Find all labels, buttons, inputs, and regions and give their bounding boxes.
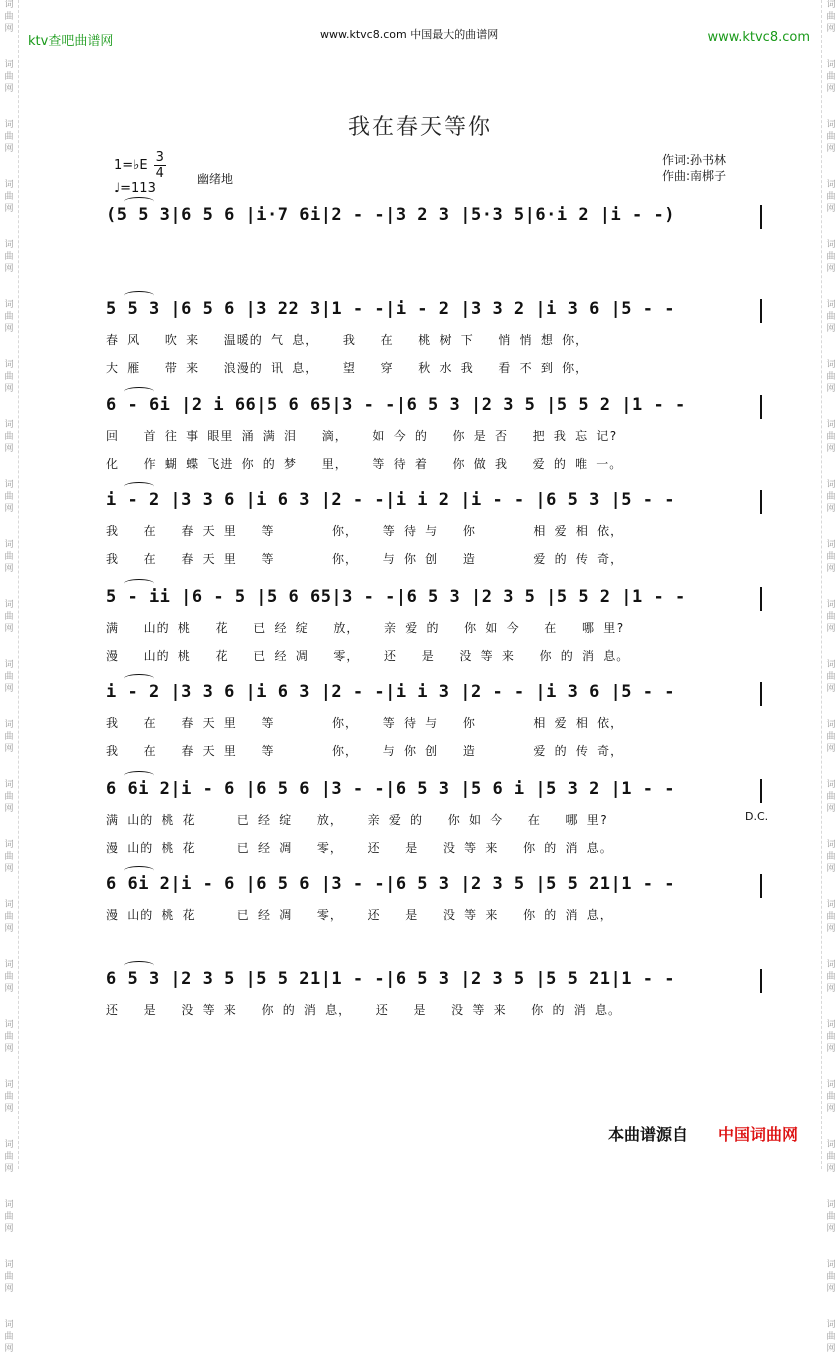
right-watermark-strip xyxy=(821,0,840,1354)
slur-mark xyxy=(124,579,154,588)
watermark-char: 曲 xyxy=(4,852,14,862)
watermark-char: 词 xyxy=(4,0,14,10)
notation-line: (5 5 3|6 5 6 |i·7 6i|2 - -|3 2 3 |5·3 5|6·i 2 |i - -) xyxy=(106,205,675,225)
lyric-line-2: 化 作 蝴 蝶 飞进 你 的 梦 里， 等 待 着 你 做 我 爱 的 唯 一。 xyxy=(106,457,623,471)
watermark-char: 词 xyxy=(826,1200,836,1210)
end-barline xyxy=(760,490,762,514)
watermark-char: 曲 xyxy=(4,492,14,502)
slur-mark xyxy=(124,771,154,780)
watermark-char: 网 xyxy=(4,444,14,454)
notation-line: i - 2 |3 3 6 |i 6 3 |2 - -|i i 3 |2 - - |i 3 6 |5 - - xyxy=(106,682,675,702)
watermark-char: 曲 xyxy=(826,1332,836,1342)
watermark-char: 网 xyxy=(4,1224,14,1234)
lyric-line-1: 我 在 春 天 里 等 你， 等 待 与 你 相 爱 相 依， xyxy=(106,716,624,730)
watermark-char: 网 xyxy=(4,24,14,34)
watermark-char: 词 xyxy=(4,180,14,190)
tempo-mark: ♩=113 xyxy=(114,181,156,196)
watermark-char: 曲 xyxy=(4,552,14,562)
time-sig-numerator: 3 xyxy=(155,150,164,165)
watermark-char: 网 xyxy=(826,84,836,94)
watermark-char: 网 xyxy=(826,264,836,274)
watermark-char: 网 xyxy=(4,864,14,874)
watermark-char: 曲 xyxy=(4,12,14,22)
key-prefix: 1= xyxy=(114,158,134,173)
watermark-char: 网 xyxy=(4,624,14,634)
notation-line: i - 2 |3 3 6 |i 6 3 |2 - -|i i 2 |i - - |6 5 3 |5 - - xyxy=(106,490,675,510)
watermark-char: 曲 xyxy=(4,612,14,622)
watermark-char: 网 xyxy=(4,984,14,994)
end-barline xyxy=(760,874,762,898)
watermark-char: 词 xyxy=(4,1200,14,1210)
end-barline xyxy=(760,587,762,611)
watermark-char: 曲 xyxy=(4,1272,14,1282)
watermark-char: 网 xyxy=(4,924,14,934)
time-sig-denominator: 4 xyxy=(155,166,164,181)
watermark-char: 曲 xyxy=(826,672,836,682)
slur-mark xyxy=(124,482,154,491)
watermark-char: 词 xyxy=(826,240,836,250)
watermark-char: 曲 xyxy=(4,912,14,922)
watermark-char: 词 xyxy=(826,180,836,190)
watermark-char: 词 xyxy=(4,1320,14,1330)
song-title: 我在春天等你 xyxy=(347,115,492,140)
left-watermark-strip xyxy=(0,0,19,1354)
header-left-site[interactable]: ktv查吧曲谱网 xyxy=(28,34,114,49)
watermark-char: 曲 xyxy=(4,1032,14,1042)
watermark-char: 词 xyxy=(4,540,14,550)
notation-line: 5 5 3 |6 5 6 |3 22 3|1 - -|i - 2 |3 3 2 |i 3 6 |5 - - xyxy=(106,299,675,319)
lyric-line-1: 满 山的 桃 花 已 经 绽 放， 亲 爱 的 你 如 今 在 哪 里? xyxy=(106,813,608,827)
watermark-char: 词 xyxy=(4,1080,14,1090)
watermark-char: 词 xyxy=(4,840,14,850)
watermark-char: 曲 xyxy=(4,1092,14,1102)
watermark-char: 曲 xyxy=(826,1032,836,1042)
watermark-char: 网 xyxy=(826,504,836,514)
watermark-char: 网 xyxy=(4,144,14,154)
watermark-char: 网 xyxy=(4,384,14,394)
watermark-char: 网 xyxy=(826,1104,836,1114)
watermark-char: 词 xyxy=(826,1260,836,1270)
watermark-char: 词 xyxy=(4,600,14,610)
key-flat: ♭ xyxy=(133,158,140,173)
lyricist: 作词:孙书林 xyxy=(662,153,727,167)
watermark-char: 词 xyxy=(4,720,14,730)
watermark-char: 曲 xyxy=(4,192,14,202)
watermark-char: 词 xyxy=(826,1320,836,1330)
watermark-char: 词 xyxy=(826,600,836,610)
header-center-site[interactable]: www.ktvc8.com 中国最大的曲谱网 xyxy=(320,28,499,41)
watermark-char: 网 xyxy=(4,804,14,814)
watermark-char: 网 xyxy=(826,684,836,694)
watermark-char: 网 xyxy=(826,744,836,754)
time-signature xyxy=(154,150,166,181)
slur-mark xyxy=(124,291,154,300)
watermark-char: 词 xyxy=(826,540,836,550)
watermark-char: 词 xyxy=(4,60,14,70)
watermark-char: 网 xyxy=(826,924,836,934)
watermark-char: 词 xyxy=(4,120,14,130)
watermark-char: 词 xyxy=(4,240,14,250)
watermark-char: 词 xyxy=(826,780,836,790)
composer: 作曲:南梆子 xyxy=(662,169,727,183)
notation-line: 5 - ii |6 - 5 |5 6 65|3 - -|6 5 3 |2 3 5 |5 5 2 |1 - - xyxy=(106,587,686,607)
watermark-char: 网 xyxy=(826,1224,836,1234)
lyric-line-1: 还 是 没 等 来 你 的 消 息， 还 是 没 等 来 你 的 消 息。 xyxy=(106,1003,621,1017)
watermark-char: 词 xyxy=(4,300,14,310)
key-note: E xyxy=(139,158,148,173)
watermark-char: 曲 xyxy=(826,1152,836,1162)
watermark-char: 曲 xyxy=(4,1212,14,1222)
watermark-char: 网 xyxy=(826,1344,836,1354)
watermark-char: 曲 xyxy=(826,852,836,862)
footer-site-link[interactable]: 中国词曲网 xyxy=(718,1125,799,1144)
watermark-char: 曲 xyxy=(4,672,14,682)
lyric-line-1: 我 在 春 天 里 等 你， 等 待 与 你 相 爱 相 依， xyxy=(106,524,624,538)
credits xyxy=(662,152,726,184)
watermark-char: 词 xyxy=(4,420,14,430)
watermark-char: 词 xyxy=(4,780,14,790)
lyric-line-1: 满 山的 桃 花 已 经 绽 放， 亲 爱 的 你 如 今 在 哪 里? xyxy=(106,621,625,635)
watermark-char: 网 xyxy=(826,324,836,334)
watermark-char: 词 xyxy=(826,900,836,910)
watermark-char: 词 xyxy=(826,120,836,130)
header-right-site[interactable]: www.ktvc8.com xyxy=(707,30,810,45)
watermark-char: 曲 xyxy=(826,132,836,142)
watermark-char: 曲 xyxy=(826,792,836,802)
watermark-char: 曲 xyxy=(826,552,836,562)
watermark-char: 词 xyxy=(826,480,836,490)
watermark-char: 曲 xyxy=(826,192,836,202)
watermark-char: 网 xyxy=(826,564,836,574)
watermark-char: 曲 xyxy=(4,732,14,742)
watermark-char: 词 xyxy=(4,900,14,910)
lyric-line-2: 我 在 春 天 里 等 你， 与 你 创 造 爱 的 传 奇， xyxy=(106,552,624,566)
watermark-char: 词 xyxy=(4,1260,14,1270)
end-barline xyxy=(760,969,762,993)
watermark-char: 曲 xyxy=(826,492,836,502)
end-barline xyxy=(760,779,762,803)
slur-mark xyxy=(124,197,154,206)
end-barline xyxy=(760,205,762,229)
watermark-char: 曲 xyxy=(4,972,14,982)
lyric-line-1: 漫 山的 桃 花 已 经 凋 零， 还 是 没 等 来 你 的 消 息， xyxy=(106,908,613,922)
watermark-char: 网 xyxy=(4,1164,14,1174)
key-signature xyxy=(114,150,166,181)
slur-mark xyxy=(124,866,154,875)
watermark-char: 网 xyxy=(826,864,836,874)
watermark-char: 曲 xyxy=(4,132,14,142)
watermark-char: 词 xyxy=(826,720,836,730)
watermark-char: 词 xyxy=(826,660,836,670)
watermark-char: 网 xyxy=(4,1044,14,1054)
slur-mark xyxy=(124,961,154,970)
watermark-char: 网 xyxy=(4,744,14,754)
slur-mark xyxy=(124,387,154,396)
watermark-char: 词 xyxy=(4,1140,14,1150)
watermark-char: 网 xyxy=(826,1284,836,1294)
watermark-char: 词 xyxy=(826,360,836,370)
watermark-char: 网 xyxy=(826,1164,836,1174)
watermark-char: 曲 xyxy=(826,372,836,382)
watermark-char: 网 xyxy=(826,384,836,394)
dc-mark: D.C. xyxy=(745,810,769,823)
watermark-char: 网 xyxy=(826,804,836,814)
expression-mark: 幽绪地 xyxy=(197,172,234,186)
watermark-char: 网 xyxy=(4,504,14,514)
watermark-char: 网 xyxy=(4,1344,14,1354)
watermark-char: 网 xyxy=(4,1104,14,1114)
watermark-char: 曲 xyxy=(4,72,14,82)
watermark-char: 曲 xyxy=(826,972,836,982)
watermark-char: 曲 xyxy=(826,1272,836,1282)
watermark-char: 网 xyxy=(826,984,836,994)
watermark-char: 网 xyxy=(4,1284,14,1294)
watermark-char: 网 xyxy=(826,204,836,214)
lyric-line-1: 回 首 往 事 眼里 涌 满 泪 滴， 如 今 的 你 是 否 把 我 忘 记? xyxy=(106,429,618,443)
lyric-line-1: 春 风 吹 来 温暖的 气 息， 我 在 桃 树 下 悄 悄 想 你， xyxy=(106,333,589,347)
watermark-char: 词 xyxy=(826,840,836,850)
watermark-char: 词 xyxy=(826,60,836,70)
watermark-char: 网 xyxy=(4,684,14,694)
watermark-char: 网 xyxy=(826,444,836,454)
notation-line: 6 6i 2|i - 6 |6 5 6 |3 - -|6 5 3 |2 3 5 |5 5 21|1 - - xyxy=(106,874,675,894)
lyric-line-2: 大 雁 带 来 浪漫的 讯 息， 望 穿 秋 水 我 看 不 到 你， xyxy=(106,361,589,375)
footer-source-label: 本曲谱源自 xyxy=(608,1125,689,1144)
watermark-char: 词 xyxy=(826,1020,836,1030)
watermark-char: 曲 xyxy=(4,252,14,262)
slur-mark xyxy=(124,674,154,683)
watermark-char: 网 xyxy=(4,204,14,214)
notation-line: 6 5 3 |2 3 5 |5 5 21|1 - -|6 5 3 |2 3 5 |5 5 21|1 - - xyxy=(106,969,675,989)
watermark-char: 词 xyxy=(826,300,836,310)
watermark-char: 曲 xyxy=(4,792,14,802)
lyric-line-2: 我 在 春 天 里 等 你， 与 你 创 造 爱 的 传 奇， xyxy=(106,744,624,758)
watermark-char: 词 xyxy=(826,420,836,430)
watermark-char: 曲 xyxy=(826,912,836,922)
watermark-char: 网 xyxy=(826,1044,836,1054)
watermark-char: 网 xyxy=(826,24,836,34)
end-barline xyxy=(760,682,762,706)
watermark-char: 词 xyxy=(4,1020,14,1030)
end-barline xyxy=(760,299,762,323)
watermark-char: 网 xyxy=(826,624,836,634)
lyric-line-2: 漫 山的 桃 花 已 经 凋 零， 还 是 没 等 来 你 的 消 息。 xyxy=(106,649,630,663)
notation-line: 6 6i 2|i - 6 |6 5 6 |3 - -|6 5 3 |5 6 i |5 3 2 |1 - - xyxy=(106,779,675,799)
watermark-char: 曲 xyxy=(4,312,14,322)
watermark-char: 网 xyxy=(4,564,14,574)
watermark-char: 曲 xyxy=(4,1152,14,1162)
watermark-char: 词 xyxy=(826,1080,836,1090)
watermark-char: 曲 xyxy=(826,72,836,82)
watermark-char: 曲 xyxy=(4,432,14,442)
watermark-char: 词 xyxy=(826,1140,836,1150)
watermark-char: 词 xyxy=(4,360,14,370)
watermark-char: 词 xyxy=(4,960,14,970)
watermark-char: 网 xyxy=(826,144,836,154)
watermark-char: 词 xyxy=(4,480,14,490)
watermark-char: 曲 xyxy=(826,1092,836,1102)
watermark-char: 词 xyxy=(826,0,836,10)
watermark-char: 网 xyxy=(4,324,14,334)
watermark-char: 网 xyxy=(4,264,14,274)
notation-line: 6 - 6i |2 i 66|5 6 65|3 - -|6 5 3 |2 3 5 |5 5 2 |1 - - xyxy=(106,395,686,415)
lyric-line-2: 漫 山的 桃 花 已 经 凋 零， 还 是 没 等 来 你 的 消 息。 xyxy=(106,841,613,855)
watermark-char: 曲 xyxy=(826,432,836,442)
watermark-char: 词 xyxy=(4,660,14,670)
watermark-char: 曲 xyxy=(4,372,14,382)
watermark-char: 曲 xyxy=(826,732,836,742)
watermark-char: 曲 xyxy=(826,252,836,262)
watermark-char: 曲 xyxy=(826,12,836,22)
watermark-char: 曲 xyxy=(4,1332,14,1342)
watermark-char: 网 xyxy=(4,84,14,94)
watermark-char: 曲 xyxy=(826,312,836,322)
end-barline xyxy=(760,395,762,419)
watermark-char: 词 xyxy=(826,960,836,970)
watermark-char: 曲 xyxy=(826,612,836,622)
watermark-char: 曲 xyxy=(826,1212,836,1222)
